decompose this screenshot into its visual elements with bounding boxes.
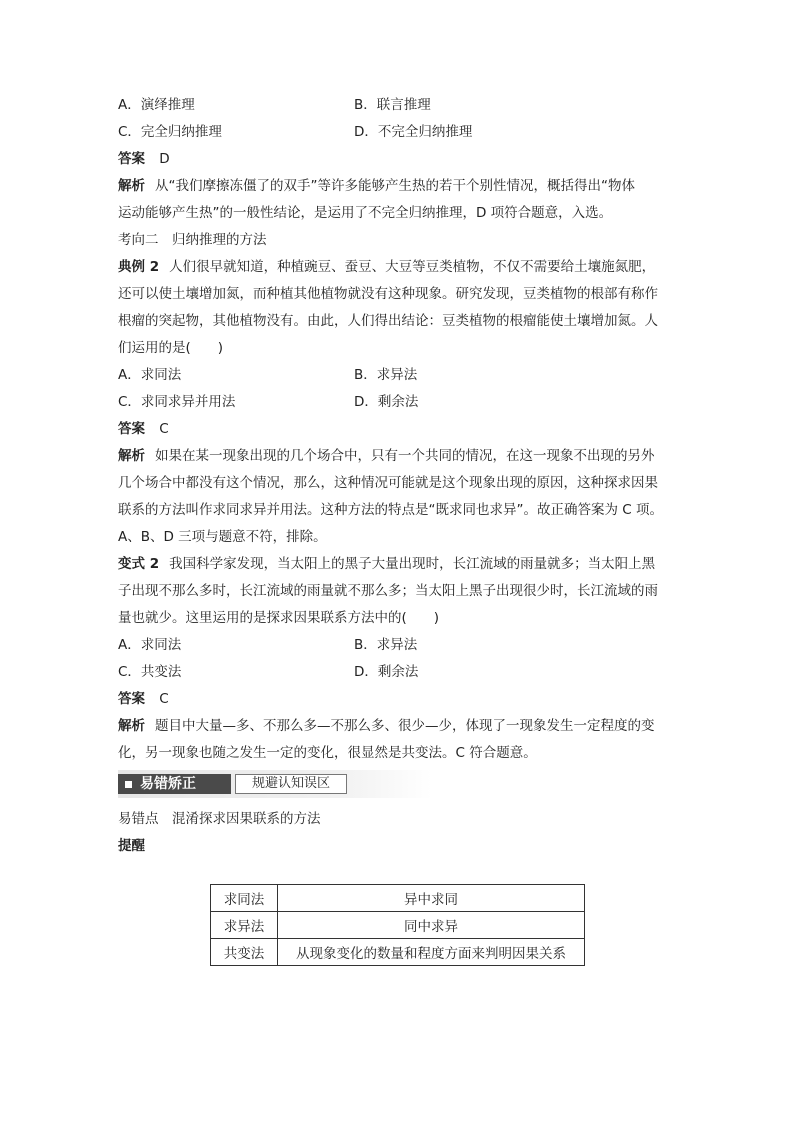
banner-sub: 规避认知误区 bbox=[235, 774, 347, 794]
mistake-point bbox=[118, 806, 678, 833]
variant-2-option-a: A．求同法 bbox=[118, 637, 182, 653]
analysis-line: 运动能够产生热”的一般性结论，是运用了不完全归纳推理，D 项符合题意，入选。 bbox=[118, 205, 613, 221]
analysis-line: A、B、D 三项与题意不符，排除。 bbox=[118, 529, 327, 545]
example-2-options-row-1 bbox=[118, 362, 678, 389]
mistake-text: 混淆探求因果联系的方法 bbox=[172, 811, 321, 827]
variant-label: 变式 2 bbox=[118, 556, 160, 572]
section-title: 考向二 归纳推理的方法 bbox=[118, 232, 267, 248]
section-banner bbox=[118, 770, 432, 798]
example-label: 典例 2 bbox=[118, 259, 160, 275]
answer-label: 答案 bbox=[118, 151, 145, 167]
q1-option-c: C．完全归纳推理 bbox=[118, 124, 222, 140]
analysis-label: 解析 bbox=[118, 448, 145, 464]
q1-option-d: D．不完全归纳推理 bbox=[354, 124, 473, 140]
answer-label: 答案 bbox=[118, 421, 145, 437]
mistake-label: 易错点 bbox=[118, 811, 159, 827]
variant-2-option-c: C．共变法 bbox=[118, 664, 182, 680]
example-2-option-a: A．求同法 bbox=[118, 367, 182, 383]
question-line: 们运用的是( ) bbox=[118, 340, 224, 356]
question-line: 子出现不那么多时，长江流域的雨量就不那么多；当太阳上黑子出现很少时，长江流域的雨 bbox=[118, 583, 658, 599]
method-cell: 求同法 bbox=[211, 885, 278, 912]
table-row bbox=[211, 885, 585, 912]
table-row bbox=[211, 912, 585, 939]
variant-2-option-d: D．剩余法 bbox=[354, 664, 419, 680]
q1-options-row-1 bbox=[118, 92, 678, 119]
example-2-option-b: B．求异法 bbox=[354, 367, 418, 383]
answer-value: D bbox=[159, 151, 170, 167]
document-page bbox=[118, 92, 678, 962]
example-2-question bbox=[118, 254, 678, 362]
variant-2-answer bbox=[118, 686, 678, 713]
method-cell: 求异法 bbox=[211, 912, 278, 939]
question-line: 根瘤的突起物，其他植物没有。由此，人们得出结论：豆类植物的根瘤能使土壤增加氮。人 bbox=[118, 313, 658, 329]
analysis-label: 解析 bbox=[118, 178, 145, 194]
variant-2-options-row-2 bbox=[118, 659, 678, 686]
question-line: 人们很早就知道，种植豌豆、蚕豆、大豆等豆类植物，不仅不需要给土壤施氮肥， bbox=[169, 259, 656, 275]
banner-main-text: 易错矫正 bbox=[140, 776, 196, 792]
variant-2-options-row-1 bbox=[118, 632, 678, 659]
answer-value: C bbox=[159, 691, 169, 707]
analysis-label: 解析 bbox=[118, 718, 145, 734]
analysis-line: 题目中大量—多、不那么多—不那么多、很少—少，体现了一现象发生一定程度的变 bbox=[155, 718, 655, 734]
answer-label: 答案 bbox=[118, 691, 145, 707]
variant-2-question bbox=[118, 551, 678, 632]
question-line: 量也就少。这里运用的是探求因果联系方法中的( ) bbox=[118, 610, 440, 626]
method-cell: 共变法 bbox=[211, 939, 278, 966]
method-table bbox=[210, 884, 585, 966]
reminder-label: 提醒 bbox=[118, 838, 145, 854]
variant-2-option-b: B．求异法 bbox=[354, 637, 418, 653]
example-2-options-row-2 bbox=[118, 389, 678, 416]
example-2-option-c: C．求同求异并用法 bbox=[118, 394, 236, 410]
analysis-line: 如果在某一现象出现的几个场合中，只有一个共同的情况，在这一现象不出现的另外 bbox=[155, 448, 655, 464]
question-line: 还可以使土壤增加氮，而种植其他植物就没有这种现象。研究发现，豆类植物的根部有称作 bbox=[118, 286, 658, 302]
analysis-line: 从“我们摩擦冻僵了的双手”等许多能够产生热的若干个别性情况，概括得出“物体 bbox=[155, 178, 635, 194]
q1-options-row-2 bbox=[118, 119, 678, 146]
variant-2-analysis bbox=[118, 713, 678, 767]
question-line: 我国科学家发现，当太阳上的黑子大量出现时，长江流域的雨量就多；当太阳上黑 bbox=[169, 556, 656, 572]
q1-analysis bbox=[118, 173, 678, 227]
example-2-option-d: D．剩余法 bbox=[354, 394, 419, 410]
example-2-analysis bbox=[118, 443, 678, 551]
analysis-line: 联系的方法叫作求同求异并用法。这种方法的特点是“既求同也求异”。故正确答案为 C 项。 bbox=[118, 502, 663, 518]
q1-option-a: A．演绎推理 bbox=[118, 97, 195, 113]
example-2-answer bbox=[118, 416, 678, 443]
q1-option-b: B．联言推理 bbox=[354, 97, 431, 113]
banner-main bbox=[118, 774, 231, 794]
square-bullet-icon bbox=[125, 781, 132, 788]
table-row bbox=[211, 939, 585, 966]
analysis-line: 几个场合中都没有这个情况，那么，这种情况可能就是这个现象出现的原因，这种探求因果 bbox=[118, 475, 658, 491]
analysis-line: 化，另一现象也随之发生一定的变化，很显然是共变法。C 符合题意。 bbox=[118, 745, 537, 761]
description-cell: 同中求异 bbox=[278, 912, 585, 939]
q1-answer bbox=[118, 146, 678, 173]
description-cell: 异中求同 bbox=[278, 885, 585, 912]
answer-value: C bbox=[159, 421, 169, 437]
description-cell: 从现象变化的数量和程度方面来判明因果关系 bbox=[278, 939, 585, 966]
